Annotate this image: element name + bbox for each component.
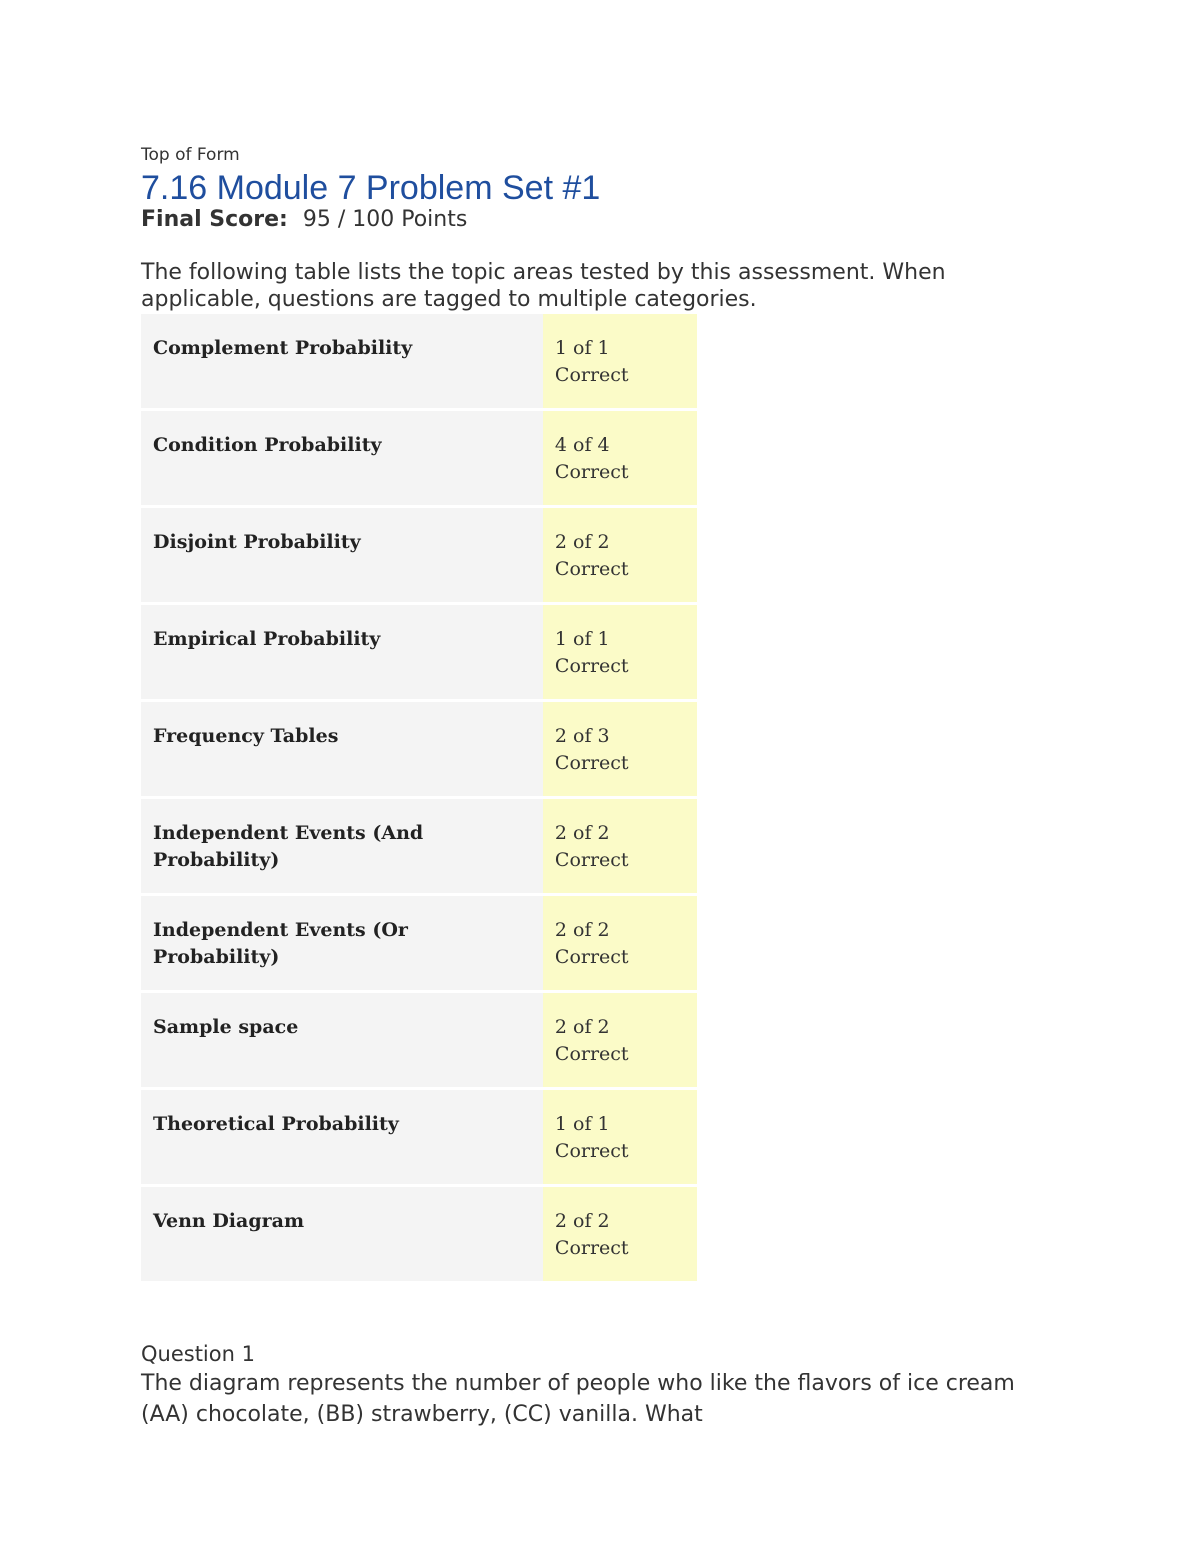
topic-name: Venn Diagram bbox=[141, 1187, 543, 1284]
table-row bbox=[141, 993, 697, 1090]
topic-name: Disjoint Probability bbox=[141, 508, 543, 605]
topic-result: 2 of 2 Correct bbox=[543, 1187, 697, 1284]
topics-intro-text: The following table lists the topic areas tested by this assessment. When applicable, questions are tagged to multiple categories. bbox=[141, 260, 946, 312]
topic-name: Frequency Tables bbox=[141, 702, 543, 799]
top-of-form-label: Top of Form bbox=[141, 145, 240, 165]
topic-name: Sample space bbox=[141, 993, 543, 1090]
table-row bbox=[141, 1187, 697, 1284]
topic-result: 2 of 2 Correct bbox=[543, 993, 697, 1090]
topic-result: 1 of 1 Correct bbox=[543, 605, 697, 702]
topic-name: Theoretical Probability bbox=[141, 1090, 543, 1187]
table-row bbox=[141, 1090, 697, 1187]
question-number: Question 1 bbox=[141, 1342, 255, 1366]
topic-results-table bbox=[141, 314, 697, 1284]
question-text: The diagram represents the number of people who like the flavors of ice cream (AA) chocolate, (BB) strawberry, (CC) vanilla. What bbox=[141, 1371, 1015, 1427]
table-row bbox=[141, 508, 697, 605]
topic-result: 2 of 3 Correct bbox=[543, 702, 697, 799]
page-title: 7.16 Module 7 Problem Set #1 bbox=[141, 169, 601, 207]
table-row bbox=[141, 314, 697, 411]
topic-result: 4 of 4 Correct bbox=[543, 411, 697, 508]
table-row bbox=[141, 896, 697, 993]
final-score-label: Final Score: bbox=[141, 207, 288, 232]
table-row bbox=[141, 799, 697, 896]
table-row bbox=[141, 702, 697, 799]
topic-name: Condition Probability bbox=[141, 411, 543, 508]
topic-name: Independent Events (And Probability) bbox=[141, 799, 543, 896]
table-row bbox=[141, 411, 697, 508]
topic-result: 1 of 1 Correct bbox=[543, 314, 697, 411]
document-page bbox=[141, 143, 1041, 1430]
topic-name: Empirical Probability bbox=[141, 605, 543, 702]
topic-result: 2 of 2 Correct bbox=[543, 896, 697, 993]
final-score bbox=[141, 205, 1041, 235]
topic-result: 1 of 1 Correct bbox=[543, 1090, 697, 1187]
topic-name: Complement Probability bbox=[141, 314, 543, 411]
table-row bbox=[141, 605, 697, 702]
topic-name: Independent Events (Or Probability) bbox=[141, 896, 543, 993]
topic-result: 2 of 2 Correct bbox=[543, 799, 697, 896]
final-score-value: 95 / 100 Points bbox=[302, 207, 468, 232]
topic-result: 2 of 2 Correct bbox=[543, 508, 697, 605]
